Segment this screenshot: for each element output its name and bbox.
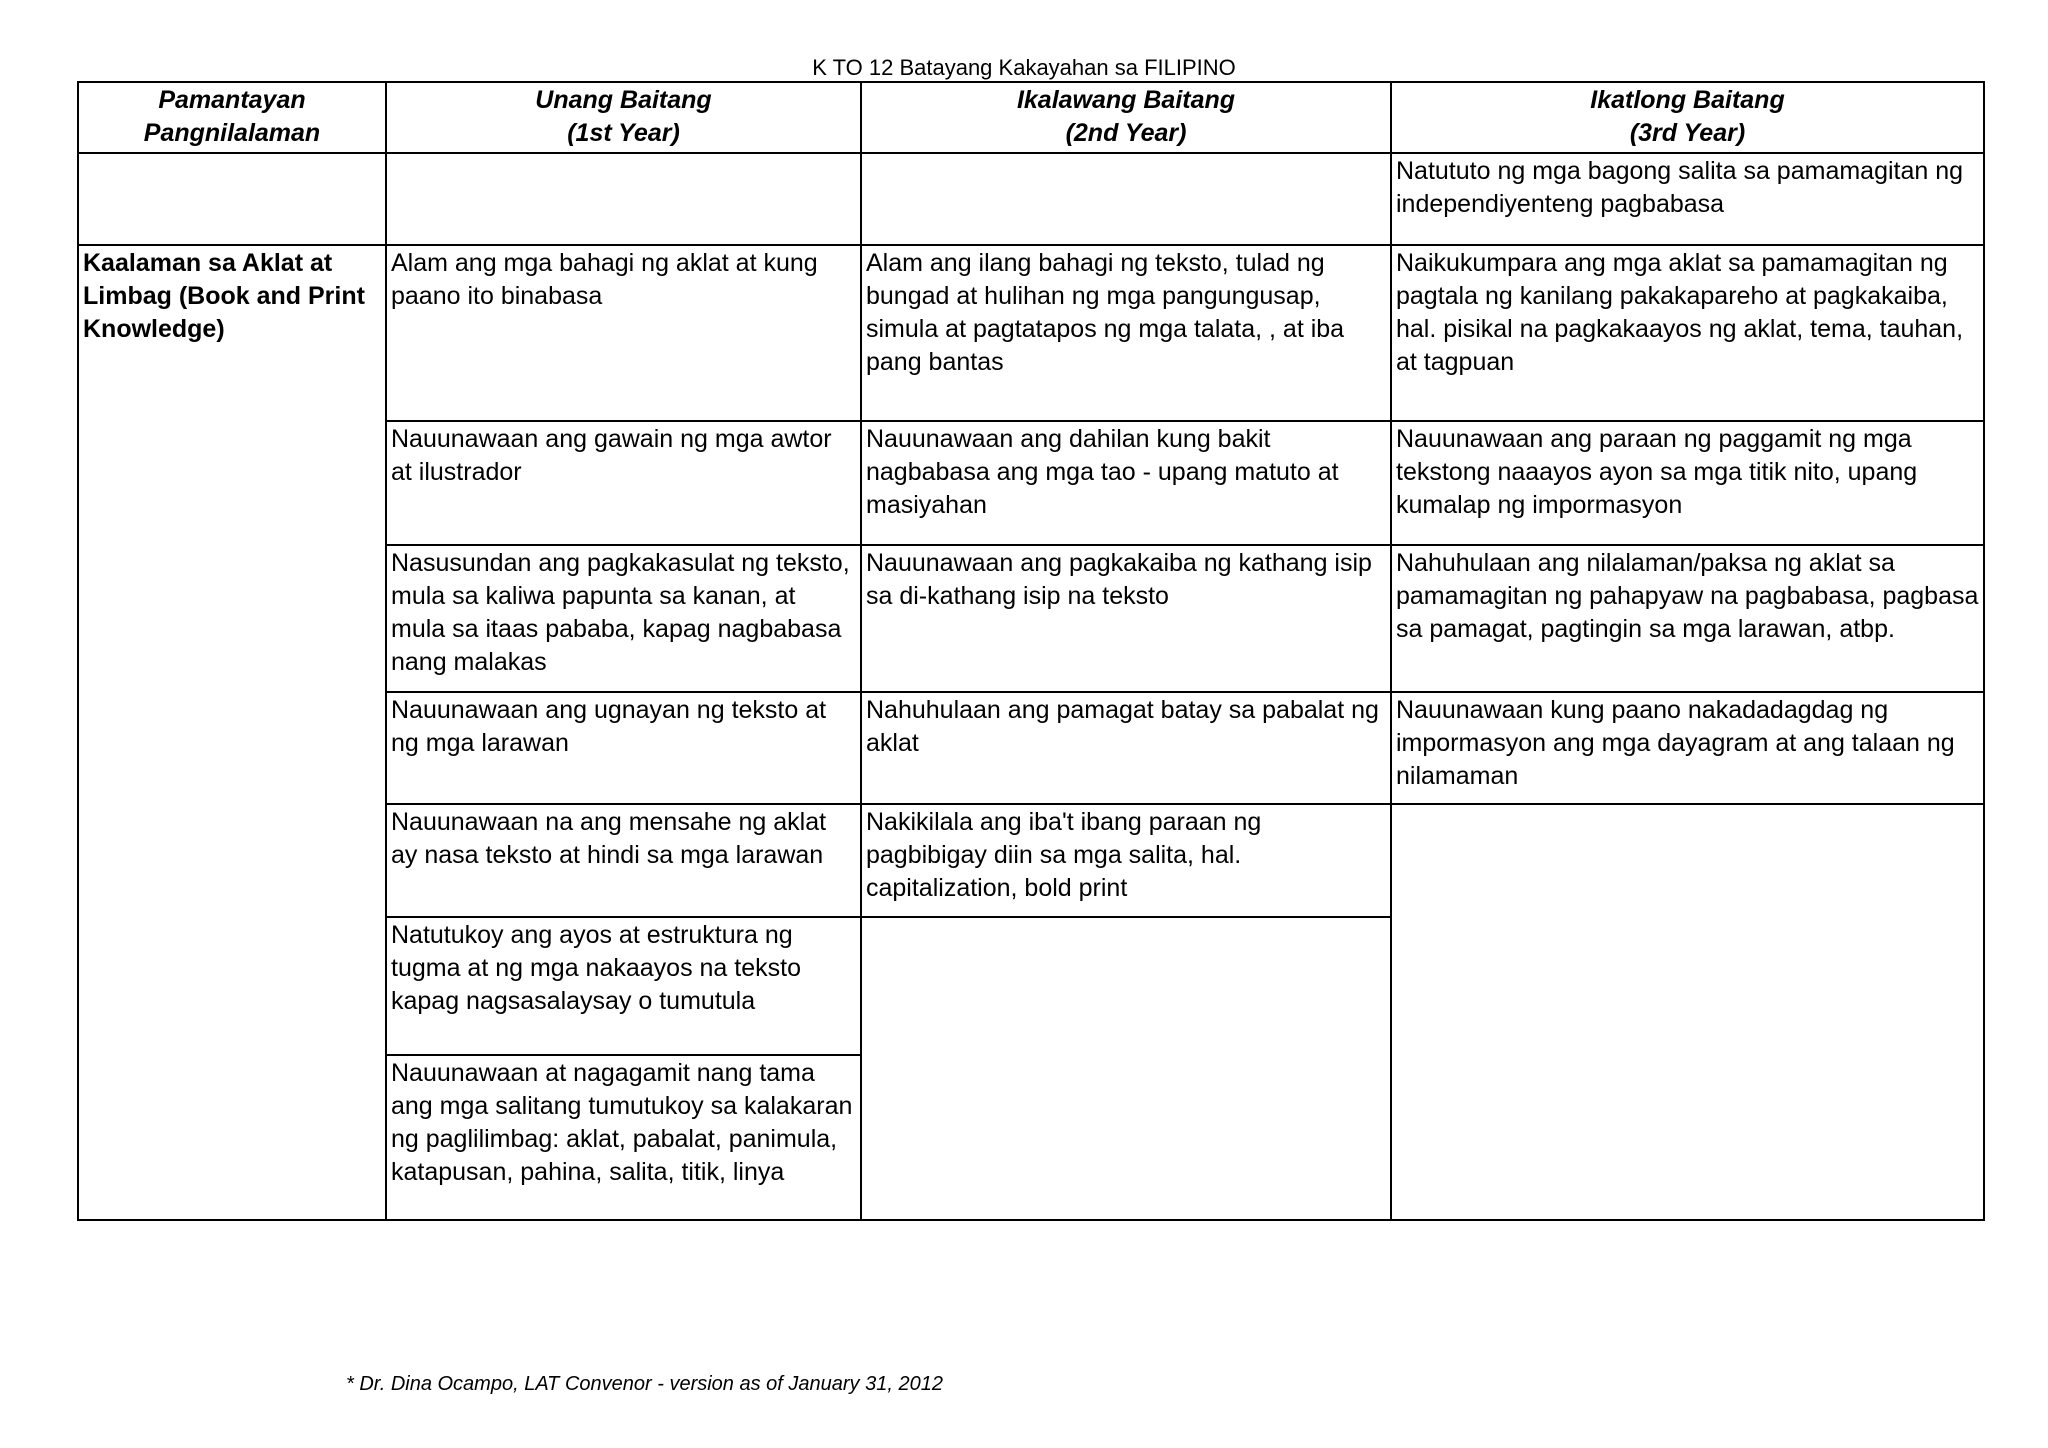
grade1-competency: Nauunawaan ang ugnayan ng teksto at ng mga larawan	[391, 696, 827, 757]
grade1-competency: Nasusundan ang pagkakasulat ng teksto, mula sa kaliwa papunta sa kanan, at mula sa itaas pababa, kapag nagbabasa nang malakas	[391, 549, 850, 676]
row-divider	[386, 916, 1391, 918]
grade2-competency: Nahuhulaan ang pamagat batay sa pabalat ng aklat	[866, 696, 1379, 757]
header-standard	[79, 84, 385, 150]
header-grade2	[862, 84, 1390, 150]
header-standard-line1: Pamantayan	[158, 86, 306, 114]
row-divider	[386, 420, 1985, 422]
header-grade3	[1392, 84, 1983, 150]
row-divider	[386, 691, 1985, 693]
header-grade2-line2: (2nd Year)	[1065, 119, 1187, 147]
header-grade2-line1: Ikalawang Baitang	[1016, 86, 1236, 114]
header-grade3-line2: (3rd Year)	[1629, 119, 1746, 147]
row-divider	[77, 244, 1985, 246]
document-title: K TO 12 Batayang Kakayahan sa FILIPINO	[812, 55, 1236, 80]
grade1-competency: Natutukoy ang ayos at estruktura ng tugma at ng mga nakaayos na teksto kapag nagsasalaysay o tumutula	[391, 921, 801, 1015]
footnote: * Dr. Dina Ocampo, LAT Convenor - version as of January 31, 2012	[346, 1373, 943, 1395]
grade3-competency: Nahuhulaan ang nilalaman/paksa ng aklat sa pamamagitan ng pahapyaw na pagbabasa, pagbasa sa pamagat, pagtingin sa mga larawan, atbp.	[1396, 549, 1979, 643]
header-grade1-line2: (1st Year)	[567, 119, 680, 147]
grade2-competency: Nauunawaan ang pagkakaiba ng kathang isip sa di-kathang isip na teksto	[866, 549, 1372, 610]
grade3-competency: Naikukumpara ang mga aklat sa pamamagitan ng pagtala ng kanilang pakakapareho at pagkakaiba, hal. pisikal na pagkakaayos ng aklat, tema, tauhan, at tagpuan	[1396, 249, 1964, 376]
table-border-bottom	[77, 1219, 1985, 1221]
table-border-right	[1983, 81, 1985, 1221]
grade3-competency: Nauunawaan kung paano nakadadagdag ng impormasyon ang mga dayagram at ang talaan ng nilamaman	[1396, 696, 1955, 790]
standard-label: Kaalaman sa Aklat at Limbag (Book and Print Knowledge)	[83, 249, 365, 343]
header-grade3-line1: Ikatlong Baitang	[1590, 86, 1785, 114]
grade2-competency: Alam ang ilang bahagi ng teksto, tulad ng bungad at hulihan ng mga pangungusap, simula at pagtatapos ng mga talata, , at iba pang bantas	[866, 249, 1345, 376]
grade3-competency: Nauunawaan ang paraan ng paggamit ng mga tekstong naaayos ayon sa mga titik nito, upang kumalap ng impormasyon	[1396, 425, 1918, 519]
grade1-competency: Nauunawaan at nagagamit nang tama ang mga salitang tumutukoy sa kalakaran ng paglilimbag: aklat, pabalat, panimula, katapusan, pahina, salita, titik, linya	[391, 1059, 853, 1186]
row-divider	[386, 1054, 861, 1056]
row-divider	[386, 544, 1985, 546]
grade2-competency: Nakikilala ang iba't ibang paraan ng pagbibigay diin sa mga salita, hal. capitalization, bold print	[866, 808, 1262, 902]
header-divider	[77, 152, 1985, 154]
row-divider	[386, 803, 1985, 805]
header-grade1	[387, 84, 860, 150]
header-grade1-line1: Unang Baitang	[535, 86, 712, 114]
grade3-competency: Natututo ng mga bagong salita sa pamamagitan ng independiyenteng pagbabasa	[1396, 157, 1964, 218]
grade2-competency: Nauunawaan ang dahilan kung bakit nagbabasa ang mga tao - upang matuto at masiyahan	[866, 425, 1339, 519]
header-standard-line2: Pangnilalaman	[143, 119, 321, 147]
table-border-top	[77, 81, 1985, 83]
grade1-competency: Alam ang mga bahagi ng aklat at kung paano ito binabasa	[391, 249, 818, 310]
grade1-competency: Nauunawaan na ang mensahe ng aklat ay nasa teksto at hindi sa mga larawan	[391, 808, 827, 869]
grade1-competency: Nauunawaan ang gawain ng mga awtor at ilustrador	[391, 425, 832, 486]
competency-table	[77, 81, 1985, 1221]
